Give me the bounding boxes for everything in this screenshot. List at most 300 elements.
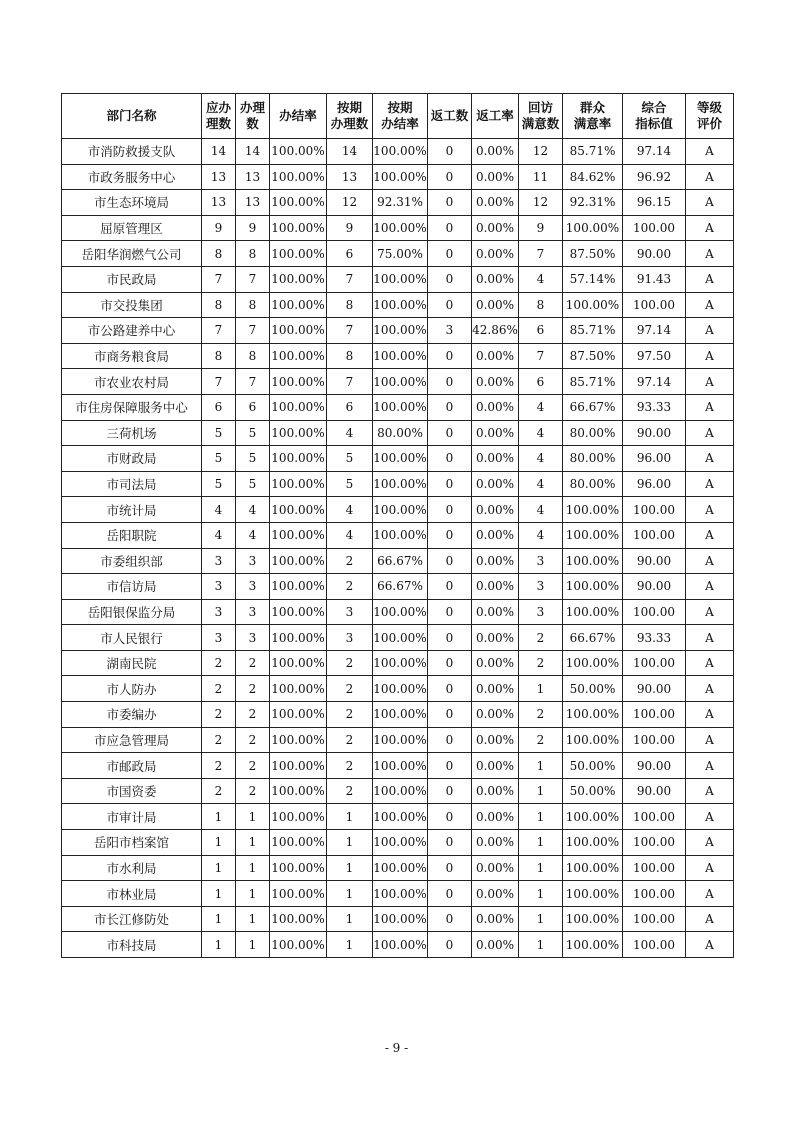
column-header-line: 等级: [696, 100, 722, 115]
table-cell: 0: [428, 574, 472, 600]
table-cell: 66.67%: [373, 574, 428, 600]
table-cell: 7: [519, 343, 563, 369]
department-name-cell: 市国资委: [62, 778, 202, 804]
table-cell: 1: [202, 804, 236, 830]
table-cell: 4: [327, 497, 373, 523]
table-cell: 9: [519, 215, 563, 241]
table-cell: 7: [236, 266, 270, 292]
department-name-cell: 市政务服务中心: [62, 164, 202, 190]
table-cell: A: [686, 574, 734, 600]
table-cell: 50.00%: [563, 753, 623, 779]
table-row: [62, 676, 734, 702]
table-cell: 100.00%: [563, 881, 623, 907]
table-cell: 100.00%: [563, 599, 623, 625]
table-cell: 97.14: [623, 139, 686, 165]
table-cell: 3: [202, 599, 236, 625]
table-cell: A: [686, 369, 734, 395]
table-cell: 0.00%: [472, 190, 519, 216]
table-cell: 50.00%: [563, 676, 623, 702]
table-cell: 2: [236, 702, 270, 728]
table-row: [62, 292, 734, 318]
table-cell: 85.71%: [563, 318, 623, 344]
table-cell: 100.00%: [563, 292, 623, 318]
table-cell: 1: [236, 906, 270, 932]
table-cell: 7: [202, 369, 236, 395]
table-cell: 87.50%: [563, 343, 623, 369]
table-cell: 87.50%: [563, 241, 623, 267]
table-cell: 100.00%: [563, 906, 623, 932]
table-cell: 97.14: [623, 318, 686, 344]
table-cell: 1: [236, 830, 270, 856]
table-cell: 3: [428, 318, 472, 344]
table-cell: 0: [428, 497, 472, 523]
table-cell: 85.71%: [563, 369, 623, 395]
department-name-cell: 市长江修防处: [62, 906, 202, 932]
column-header-line: 返工率: [476, 108, 514, 123]
table-row: [62, 574, 734, 600]
table-cell: 4: [519, 446, 563, 472]
table-cell: 2: [327, 778, 373, 804]
table-cell: 0.00%: [472, 804, 519, 830]
column-header-line: 办理数: [330, 116, 369, 131]
table-cell: 0.00%: [472, 292, 519, 318]
table-cell: 80.00%: [563, 420, 623, 446]
table-cell: 0: [428, 855, 472, 881]
table-cell: A: [686, 932, 734, 958]
department-name-cell: 市司法局: [62, 471, 202, 497]
table-cell: 2: [236, 650, 270, 676]
column-header: [472, 94, 519, 139]
table-cell: 3: [519, 599, 563, 625]
table-cell: 0: [428, 471, 472, 497]
column-header-line: 应办: [205, 100, 231, 115]
table-cell: A: [686, 727, 734, 753]
table-cell: 1: [202, 855, 236, 881]
table-cell: 14: [236, 139, 270, 165]
table-cell: 13: [327, 164, 373, 190]
table-cell: 100.00%: [270, 190, 327, 216]
table-cell: 80.00%: [373, 420, 428, 446]
table-cell: 2: [202, 676, 236, 702]
table-cell: 9: [236, 215, 270, 241]
table-cell: 2: [327, 676, 373, 702]
table-cell: 100.00: [623, 702, 686, 728]
table-cell: 100.00%: [270, 548, 327, 574]
table-cell: A: [686, 804, 734, 830]
table-cell: 5: [236, 420, 270, 446]
table-cell: 8: [236, 343, 270, 369]
table-cell: 3: [327, 599, 373, 625]
table-cell: 90.00: [623, 676, 686, 702]
column-header-line: 部门名称: [106, 108, 157, 123]
department-name-cell: 三荷机场: [62, 420, 202, 446]
table-cell: 100.00: [623, 215, 686, 241]
table-cell: 2: [236, 753, 270, 779]
table-cell: 2: [202, 727, 236, 753]
table-cell: 96.00: [623, 446, 686, 472]
table-cell: 100.00%: [270, 574, 327, 600]
department-name-cell: 市人防办: [62, 676, 202, 702]
table-cell: 2: [519, 702, 563, 728]
table-cell: 3: [519, 548, 563, 574]
table-cell: 100.00%: [373, 727, 428, 753]
table-cell: 66.67%: [563, 394, 623, 420]
table-cell: 5: [327, 446, 373, 472]
department-name-cell: 岳阳银保监分局: [62, 599, 202, 625]
table-cell: 7: [327, 318, 373, 344]
table-cell: 100.00%: [373, 753, 428, 779]
table-cell: 0.00%: [472, 830, 519, 856]
table-cell: 0: [428, 215, 472, 241]
table-cell: 14: [202, 139, 236, 165]
table-cell: 100.00%: [563, 932, 623, 958]
table-cell: 8: [236, 241, 270, 267]
department-name-cell: 市邮政局: [62, 753, 202, 779]
table-cell: 100.00: [623, 804, 686, 830]
table-cell: 0: [428, 139, 472, 165]
column-header-line: 办结率: [279, 108, 317, 123]
table-cell: 3: [202, 625, 236, 651]
table-cell: 90.00: [623, 420, 686, 446]
department-name-cell: 市消防救援支队: [62, 139, 202, 165]
department-name-cell: 市人民银行: [62, 625, 202, 651]
table-cell: 100.00%: [270, 599, 327, 625]
table-cell: 100.00%: [373, 676, 428, 702]
column-header-line: 群众: [579, 100, 605, 115]
table-cell: 7: [327, 266, 373, 292]
table-cell: 66.67%: [373, 548, 428, 574]
table-cell: 3: [202, 548, 236, 574]
table-cell: 9: [327, 215, 373, 241]
table-cell: 13: [202, 164, 236, 190]
table-cell: 1: [327, 830, 373, 856]
table-cell: A: [686, 522, 734, 548]
table-cell: 2: [236, 727, 270, 753]
table-cell: 7: [519, 241, 563, 267]
table-cell: A: [686, 702, 734, 728]
table-cell: 92.31%: [373, 190, 428, 216]
table-cell: 0.00%: [472, 446, 519, 472]
table-cell: 100.00%: [270, 139, 327, 165]
table-cell: 100.00%: [270, 906, 327, 932]
table-cell: 3: [236, 599, 270, 625]
table-cell: 7: [202, 266, 236, 292]
table-cell: 100.00%: [270, 369, 327, 395]
table-cell: 100.00%: [270, 676, 327, 702]
table-cell: 4: [202, 497, 236, 523]
table-cell: 100.00%: [563, 702, 623, 728]
table-cell: A: [686, 190, 734, 216]
table-cell: A: [686, 446, 734, 472]
table-cell: 1: [519, 932, 563, 958]
table-cell: 2: [327, 650, 373, 676]
table-cell: 100.00%: [373, 522, 428, 548]
table-cell: A: [686, 471, 734, 497]
table-row: [62, 471, 734, 497]
column-header-line: 满意率: [573, 116, 612, 131]
table-cell: 100.00%: [270, 241, 327, 267]
table-cell: 85.71%: [563, 139, 623, 165]
table-cell: 100.00: [623, 830, 686, 856]
table-cell: 13: [236, 164, 270, 190]
table-cell: 0.00%: [472, 139, 519, 165]
column-header-line: 指标值: [635, 116, 673, 131]
table-cell: 80.00%: [563, 471, 623, 497]
table-cell: 97.14: [623, 369, 686, 395]
table-cell: 0: [428, 804, 472, 830]
table-cell: 84.62%: [563, 164, 623, 190]
table-row: [62, 446, 734, 472]
table-cell: 1: [327, 932, 373, 958]
table-cell: 0: [428, 932, 472, 958]
table-cell: 100.00%: [373, 164, 428, 190]
table-cell: 100.00: [623, 855, 686, 881]
table-cell: 92.31%: [563, 190, 623, 216]
table-cell: 8: [236, 292, 270, 318]
table-cell: A: [686, 599, 734, 625]
table-cell: 97.50: [623, 343, 686, 369]
table-cell: 100.00%: [270, 650, 327, 676]
table-cell: A: [686, 343, 734, 369]
table-row: [62, 804, 734, 830]
table-cell: 0: [428, 190, 472, 216]
table-cell: 1: [202, 881, 236, 907]
table-cell: 1: [519, 881, 563, 907]
table-body: [62, 139, 734, 958]
table-cell: 1: [519, 906, 563, 932]
table-cell: 1: [519, 804, 563, 830]
table-row: [62, 215, 734, 241]
table-cell: 0.00%: [472, 548, 519, 574]
table-cell: A: [686, 906, 734, 932]
table-cell: 100.00: [623, 727, 686, 753]
table-cell: A: [686, 318, 734, 344]
table-cell: 100.00%: [270, 164, 327, 190]
table-cell: 0.00%: [472, 241, 519, 267]
table-cell: 4: [236, 497, 270, 523]
column-header-line: 回访: [527, 100, 553, 115]
table-cell: 12: [519, 190, 563, 216]
table-cell: 5: [327, 471, 373, 497]
column-header-line: 按期: [336, 100, 362, 115]
table-cell: 2: [202, 778, 236, 804]
column-header-line: 满意数: [521, 116, 560, 131]
column-header: [428, 94, 472, 139]
table-cell: 6: [327, 394, 373, 420]
table-cell: 100.00: [623, 522, 686, 548]
table-row: [62, 881, 734, 907]
table-row: [62, 650, 734, 676]
table-cell: 100.00%: [373, 855, 428, 881]
table-cell: 96.15: [623, 190, 686, 216]
column-header-line: 数: [246, 116, 259, 131]
table-cell: 100.00%: [373, 778, 428, 804]
table-cell: 100.00%: [563, 574, 623, 600]
table-cell: 0.00%: [472, 215, 519, 241]
table-cell: 5: [202, 420, 236, 446]
department-name-cell: 市应急管理局: [62, 727, 202, 753]
column-header-line: 办理: [239, 100, 265, 115]
table-cell: 5: [236, 446, 270, 472]
table-cell: 0: [428, 548, 472, 574]
table-cell: 0.00%: [472, 932, 519, 958]
table-cell: 2: [519, 650, 563, 676]
department-name-cell: 岳阳华润燃气公司: [62, 241, 202, 267]
table-cell: 0: [428, 369, 472, 395]
table-cell: 0: [428, 522, 472, 548]
table-row: [62, 343, 734, 369]
department-name-cell: 市林业局: [62, 881, 202, 907]
table-cell: 1: [236, 804, 270, 830]
department-name-cell: 市农业农村局: [62, 369, 202, 395]
table-cell: 3: [236, 548, 270, 574]
department-name-cell: 岳阳职院: [62, 522, 202, 548]
table-cell: A: [686, 241, 734, 267]
table-cell: 4: [327, 522, 373, 548]
table-cell: 100.00%: [373, 625, 428, 651]
table-cell: 100.00%: [373, 292, 428, 318]
table-cell: 8: [519, 292, 563, 318]
table-cell: 0: [428, 241, 472, 267]
table-row: [62, 164, 734, 190]
department-name-cell: 市民政局: [62, 266, 202, 292]
table-cell: 0: [428, 266, 472, 292]
table-cell: 2: [519, 727, 563, 753]
table-cell: 7: [236, 369, 270, 395]
table-cell: 100.00%: [270, 394, 327, 420]
table-cell: A: [686, 164, 734, 190]
table-cell: 100.00%: [270, 753, 327, 779]
table-cell: 2: [236, 676, 270, 702]
column-header-line: 按期: [387, 100, 413, 115]
table-cell: 100.00%: [270, 881, 327, 907]
table-cell: 1: [519, 778, 563, 804]
table-cell: 4: [519, 394, 563, 420]
table-cell: 0.00%: [472, 906, 519, 932]
table-cell: A: [686, 420, 734, 446]
table-cell: 8: [202, 292, 236, 318]
table-cell: 100.00%: [270, 446, 327, 472]
table-cell: 8: [202, 343, 236, 369]
table-row: [62, 318, 734, 344]
table-cell: 2: [327, 548, 373, 574]
table-row: [62, 599, 734, 625]
table-cell: 100.00: [623, 497, 686, 523]
table-cell: 0: [428, 906, 472, 932]
table-cell: 2: [202, 650, 236, 676]
table-row: [62, 753, 734, 779]
table-row: [62, 855, 734, 881]
table-cell: 8: [327, 343, 373, 369]
table-cell: 0.00%: [472, 778, 519, 804]
table-cell: 100.00%: [373, 266, 428, 292]
table-cell: 2: [236, 778, 270, 804]
table-cell: 2: [327, 753, 373, 779]
table-cell: 9: [202, 215, 236, 241]
table-cell: 100.00%: [373, 881, 428, 907]
table-row: [62, 522, 734, 548]
table-cell: 0: [428, 702, 472, 728]
table-cell: 1: [519, 830, 563, 856]
table-cell: 100.00%: [373, 906, 428, 932]
table-cell: 2: [202, 753, 236, 779]
department-name-cell: 市住房保障服务中心: [62, 394, 202, 420]
table-cell: 100.00%: [270, 804, 327, 830]
table-cell: 100.00%: [563, 497, 623, 523]
department-name-cell: 市商务粮食局: [62, 343, 202, 369]
table-cell: 1: [236, 855, 270, 881]
table-cell: 5: [202, 471, 236, 497]
table-cell: 6: [202, 394, 236, 420]
table-cell: 100.00%: [563, 522, 623, 548]
table-cell: 1: [519, 676, 563, 702]
table-cell: 8: [202, 241, 236, 267]
table-cell: 100.00%: [270, 471, 327, 497]
table-cell: 5: [202, 446, 236, 472]
table-cell: 0.00%: [472, 420, 519, 446]
table-cell: 90.00: [623, 574, 686, 600]
table-cell: 1: [327, 881, 373, 907]
table-cell: 6: [327, 241, 373, 267]
table-cell: 100.00%: [373, 318, 428, 344]
table-cell: 0: [428, 599, 472, 625]
table-cell: A: [686, 266, 734, 292]
table-cell: 0.00%: [472, 599, 519, 625]
column-header-line: 办结率: [381, 116, 419, 131]
table-cell: 100.00%: [270, 292, 327, 318]
column-header: [327, 94, 373, 139]
table-cell: 90.00: [623, 778, 686, 804]
table-cell: 3: [236, 625, 270, 651]
department-name-cell: 市财政局: [62, 446, 202, 472]
header-row: [62, 94, 734, 139]
table-cell: 100.00%: [270, 932, 327, 958]
table-cell: 100.00%: [373, 394, 428, 420]
table-cell: 0: [428, 625, 472, 651]
table-cell: 0: [428, 676, 472, 702]
table-cell: 0: [428, 650, 472, 676]
table-cell: 100.00%: [373, 343, 428, 369]
table-cell: 0.00%: [472, 676, 519, 702]
table-cell: 7: [236, 318, 270, 344]
table-cell: 50.00%: [563, 778, 623, 804]
table-cell: 0: [428, 727, 472, 753]
table-cell: 100.00: [623, 906, 686, 932]
table-cell: 0.00%: [472, 522, 519, 548]
table-cell: 100.00%: [563, 830, 623, 856]
table-cell: 100.00%: [270, 702, 327, 728]
table-cell: 0: [428, 446, 472, 472]
table-cell: A: [686, 753, 734, 779]
column-header: [236, 94, 270, 139]
table-cell: 100.00%: [373, 702, 428, 728]
department-name-cell: 市统计局: [62, 497, 202, 523]
column-header: [62, 94, 202, 139]
table-cell: 100.00%: [563, 727, 623, 753]
column-header: [373, 94, 428, 139]
table-cell: 5: [236, 471, 270, 497]
table-cell: 3: [519, 574, 563, 600]
table-cell: 100.00%: [270, 318, 327, 344]
column-header: [270, 94, 327, 139]
table-cell: 2: [327, 574, 373, 600]
column-header-line: 理数: [205, 116, 231, 131]
table-row: [62, 906, 734, 932]
table-row: [62, 830, 734, 856]
column-header-line: 返工数: [430, 108, 469, 123]
page-number: - 9 -: [384, 1041, 409, 1055]
table-cell: 0: [428, 830, 472, 856]
